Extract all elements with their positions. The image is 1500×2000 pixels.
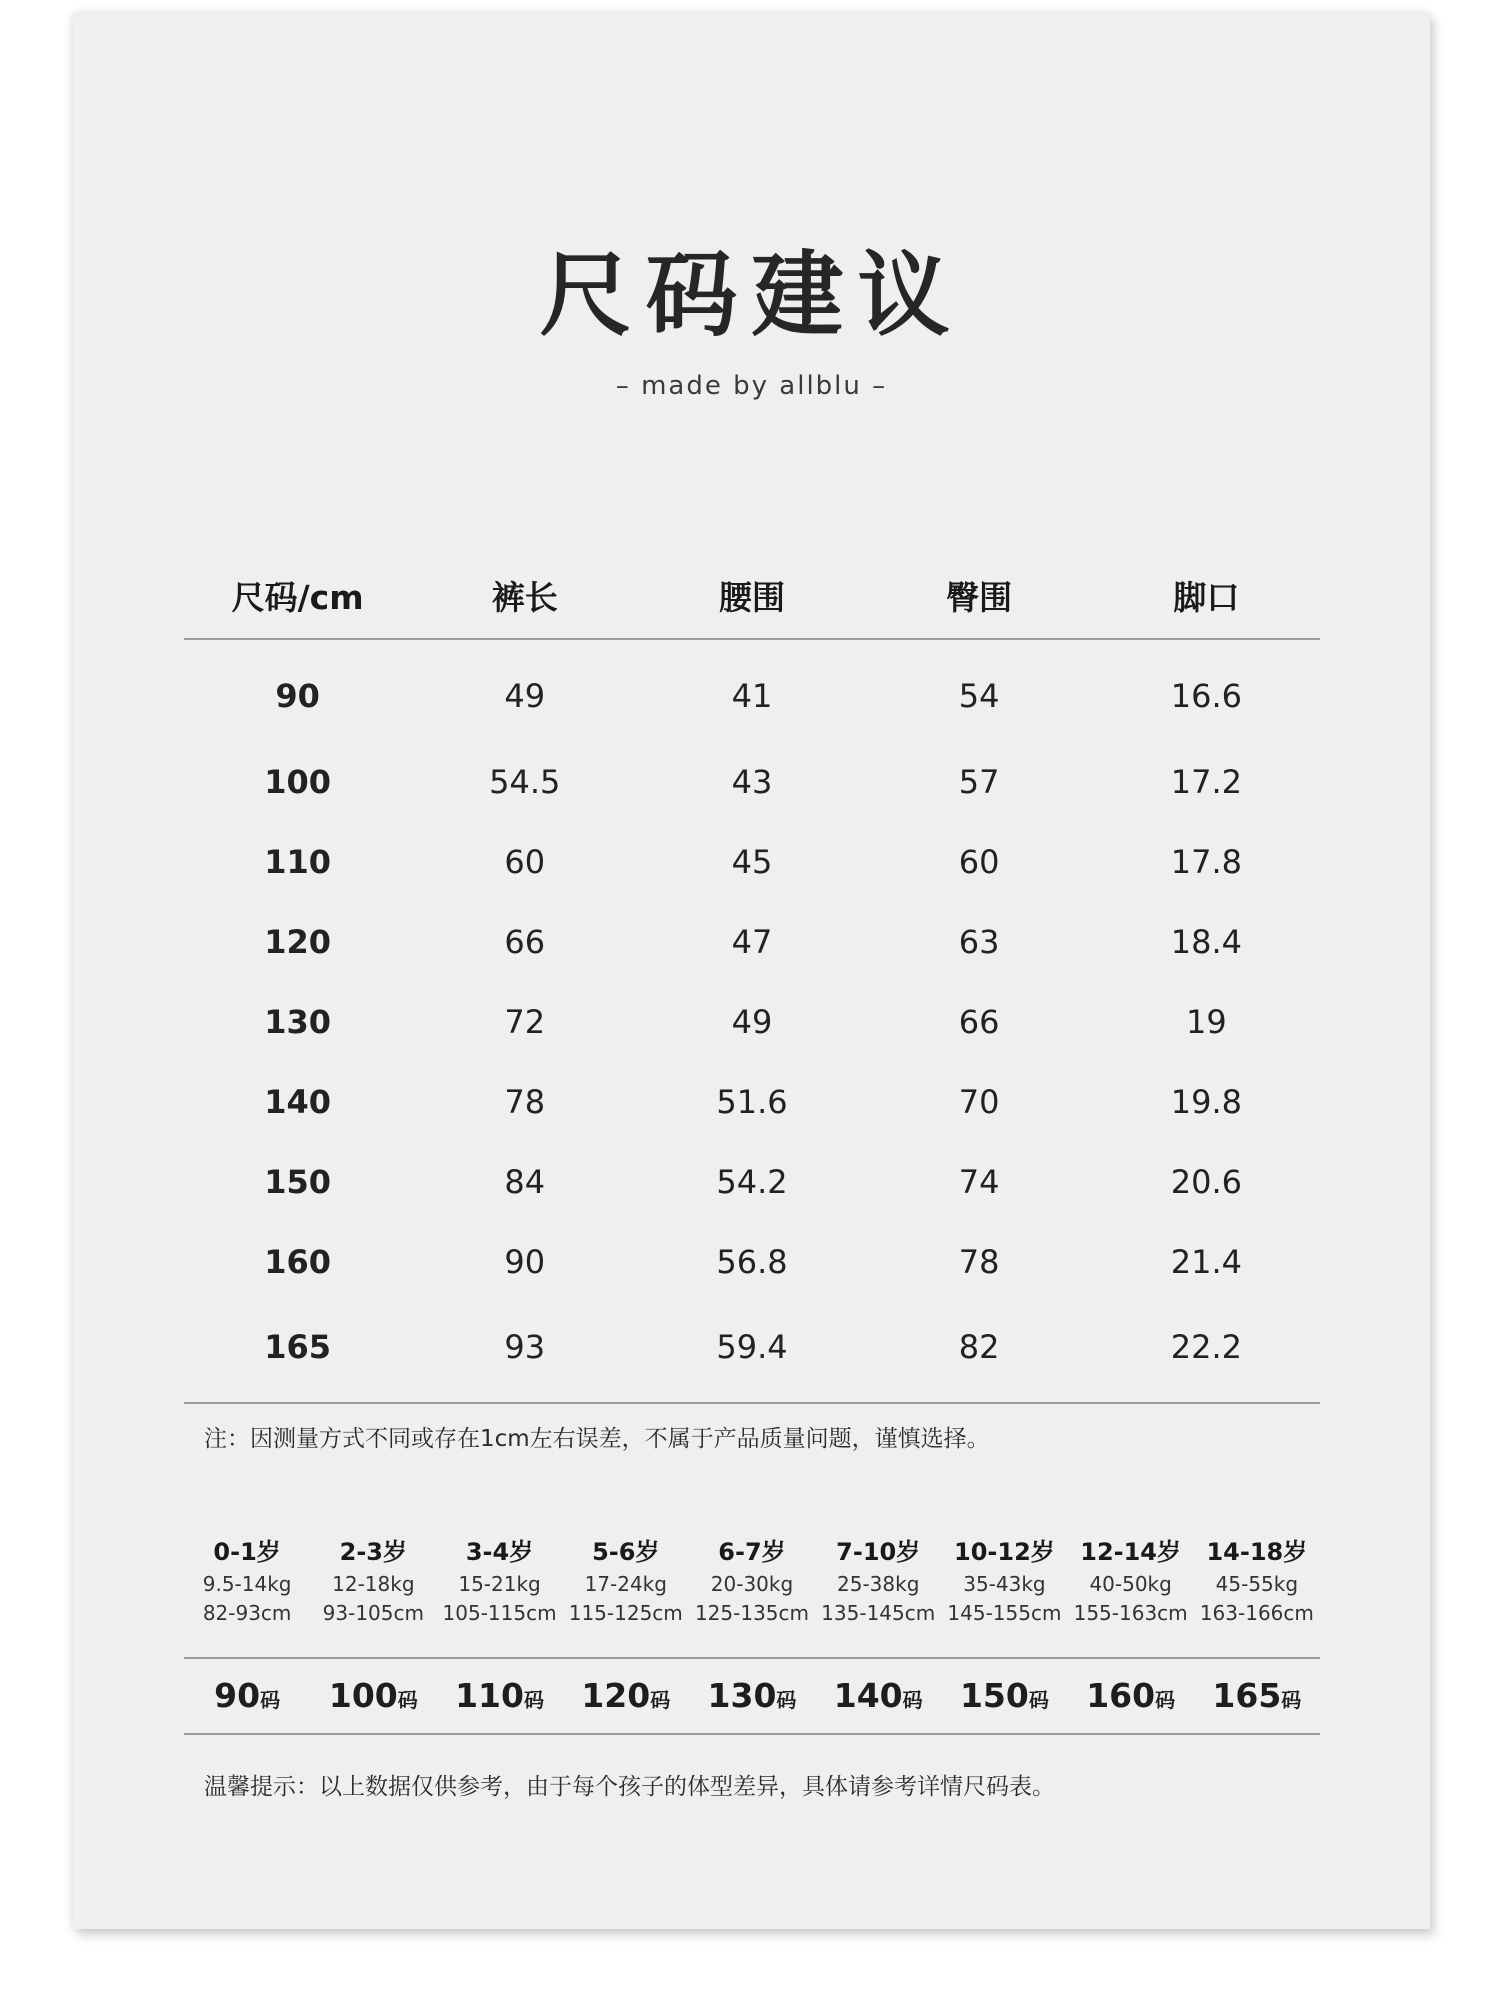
cell-size: 90: [275, 677, 320, 715]
cell-pants-length: 66: [504, 923, 546, 961]
age-guide-column: [563, 1534, 689, 1628]
cell-size: 110: [264, 843, 331, 881]
age-range: 10-12岁: [954, 1538, 1055, 1566]
height-range: 155-163cm: [1073, 1601, 1188, 1625]
cell-hip: 74: [958, 1163, 1000, 1201]
recommended-size: [1194, 1659, 1320, 1733]
cell-leg-opening: 22.2: [1093, 1302, 1320, 1403]
cell-size: 130: [264, 1003, 331, 1041]
recommended-size: [689, 1659, 815, 1733]
cell-hip: 57: [958, 763, 1000, 801]
weight-range: 9.5-14kg: [202, 1572, 292, 1596]
cell-hip: 82: [866, 1302, 1093, 1403]
cell-leg-opening: 16.6: [1170, 677, 1242, 715]
age-range: 12-14岁: [1080, 1538, 1182, 1566]
table-row: [184, 639, 1320, 742]
recommended-size-number: 100: [328, 1676, 398, 1715]
recommended-size: [941, 1659, 1067, 1733]
recommended-size-number: 90: [214, 1676, 261, 1715]
weight-range: 25-38kg: [837, 1572, 920, 1596]
recommended-size: [310, 1659, 436, 1733]
brand-subtitle: – made by allblu –: [615, 371, 888, 401]
cell-waist: 41: [731, 677, 773, 715]
cell-size: 160: [264, 1243, 331, 1281]
weight-range: 45-55kg: [1215, 1572, 1299, 1596]
recommended-size-number: 140: [833, 1676, 903, 1715]
height-range: 105-115cm: [442, 1601, 557, 1625]
weight-range: 17-24kg: [584, 1572, 667, 1596]
cell-waist: 56.8: [716, 1243, 788, 1281]
size-unit: 码: [260, 1688, 281, 1712]
header-waist: 腰围: [638, 552, 865, 639]
size-unit: 码: [1281, 1688, 1302, 1712]
recommended-size: [563, 1659, 689, 1733]
age-guide-column: [1068, 1534, 1194, 1628]
table-row: [184, 1142, 1320, 1222]
size-unit: 码: [523, 1688, 544, 1712]
recommended-size-number: 120: [581, 1676, 651, 1715]
cell-pants-length: 84: [504, 1163, 546, 1201]
recommended-size: [1068, 1659, 1194, 1733]
age-guide-column: [436, 1534, 562, 1628]
recommended-size: [184, 1659, 310, 1733]
header-leg-opening: 脚口: [1093, 552, 1320, 639]
cell-hip: 70: [958, 1083, 1000, 1121]
cell-hip: 63: [958, 923, 1000, 961]
cell-pants-length: 60: [504, 843, 546, 881]
age-guide-column: [184, 1534, 310, 1628]
cell-waist: 49: [731, 1003, 773, 1041]
cell-size: 165: [184, 1302, 411, 1403]
size-unit: 码: [397, 1688, 418, 1712]
age-range: 0-1岁: [213, 1538, 281, 1566]
cell-waist: 51.6: [716, 1083, 788, 1121]
height-range: 145-155cm: [947, 1601, 1062, 1625]
height-range: 93-105cm: [322, 1601, 424, 1625]
cell-leg-opening: 21.4: [1170, 1243, 1242, 1281]
age-range: 14-18岁: [1206, 1538, 1308, 1566]
age-guide: [184, 1534, 1320, 1628]
recommended-size: [436, 1659, 562, 1733]
recommended-size-number: 150: [959, 1676, 1029, 1715]
weight-range: 20-30kg: [710, 1572, 794, 1596]
age-range: 2-3岁: [339, 1538, 407, 1566]
table-row: [184, 982, 1320, 1062]
cell-pants-length: 54.5: [489, 763, 561, 801]
cell-hip: 54: [958, 677, 1000, 715]
table-row: [184, 822, 1320, 902]
height-range: 82-93cm: [202, 1601, 292, 1625]
size-unit: 码: [776, 1688, 797, 1712]
age-range: 6-7岁: [718, 1538, 786, 1566]
weight-range: 15-21kg: [458, 1572, 541, 1596]
size-guide-card: [73, 12, 1430, 1929]
size-unit: 码: [902, 1688, 923, 1712]
weight-range: 35-43kg: [963, 1572, 1046, 1596]
cell-hip: 66: [958, 1003, 1000, 1041]
cell-pants-length: 49: [504, 677, 546, 715]
cell-size: 140: [264, 1083, 331, 1121]
cell-leg-opening: 19.8: [1170, 1083, 1242, 1121]
cell-waist: 54.2: [716, 1163, 788, 1201]
cell-pants-length: 78: [504, 1083, 546, 1121]
recommended-size-row: [184, 1657, 1320, 1735]
age-guide-column: [689, 1534, 815, 1628]
cell-hip: 78: [958, 1243, 1000, 1281]
height-range: 125-135cm: [694, 1601, 809, 1625]
cell-pants-length: 93: [411, 1302, 638, 1403]
cell-waist: 59.4: [638, 1302, 865, 1403]
table-row: [184, 902, 1320, 982]
cell-size: 120: [264, 923, 331, 961]
recommended-size-number: 110: [455, 1676, 524, 1715]
reference-tip: 温馨提示：以上数据仅供参考，由于每个孩子的体型差异，具体请参考详情尺码表。: [204, 1774, 1055, 1800]
header-pants-length: 裤长: [411, 552, 638, 639]
size-unit: 码: [650, 1688, 671, 1712]
recommended-size: [815, 1659, 941, 1733]
weight-range: 40-50kg: [1089, 1572, 1172, 1596]
recommended-size-number: 160: [1086, 1676, 1156, 1715]
age-range: 7-10岁: [836, 1538, 921, 1566]
size-unit: 码: [1155, 1688, 1176, 1712]
cell-leg-opening: 17.8: [1170, 843, 1242, 881]
header-hip: 臀围: [866, 552, 1093, 639]
height-range: 163-166cm: [1199, 1601, 1314, 1625]
height-range: 115-125cm: [568, 1601, 683, 1625]
cell-pants-length: 72: [504, 1003, 546, 1041]
cell-leg-opening: 18.4: [1170, 923, 1242, 961]
height-range: 135-145cm: [821, 1601, 936, 1625]
page-title: 尺码建议: [539, 242, 964, 349]
table-row: [184, 1222, 1320, 1302]
cell-pants-length: 90: [504, 1243, 546, 1281]
table-header-row: [184, 552, 1320, 639]
cell-size: 100: [264, 763, 331, 801]
age-guide-column: [310, 1534, 436, 1628]
recommended-size-number: 165: [1212, 1676, 1282, 1715]
cell-hip: 60: [958, 843, 1000, 881]
cell-leg-opening: 19: [1186, 1003, 1227, 1041]
cell-leg-opening: 17.2: [1170, 763, 1242, 801]
cell-waist: 45: [731, 843, 773, 881]
cell-size: 150: [264, 1163, 331, 1201]
cell-leg-opening: 20.6: [1170, 1163, 1242, 1201]
table-row: [184, 1062, 1320, 1142]
age-guide-column: [815, 1534, 941, 1628]
measurement-note: 注：因测量方式不同或存在1cm左右误差，不属于产品质量问题，谨慎选择。: [204, 1426, 990, 1452]
age-range: 5-6岁: [592, 1538, 660, 1566]
weight-range: 12-18kg: [332, 1572, 415, 1596]
age-guide-column: [941, 1534, 1067, 1628]
table-row: [184, 742, 1320, 822]
age-range: 3-4岁: [465, 1538, 534, 1566]
table-row: [184, 1302, 1320, 1403]
cell-waist: 43: [731, 763, 773, 801]
age-guide-column: [1194, 1534, 1320, 1628]
recommended-size-number: 130: [707, 1676, 777, 1715]
size-unit: 码: [1028, 1688, 1049, 1712]
cell-waist: 47: [731, 923, 773, 961]
size-table: [184, 552, 1320, 1404]
header-size: 尺码/cm: [184, 552, 411, 639]
